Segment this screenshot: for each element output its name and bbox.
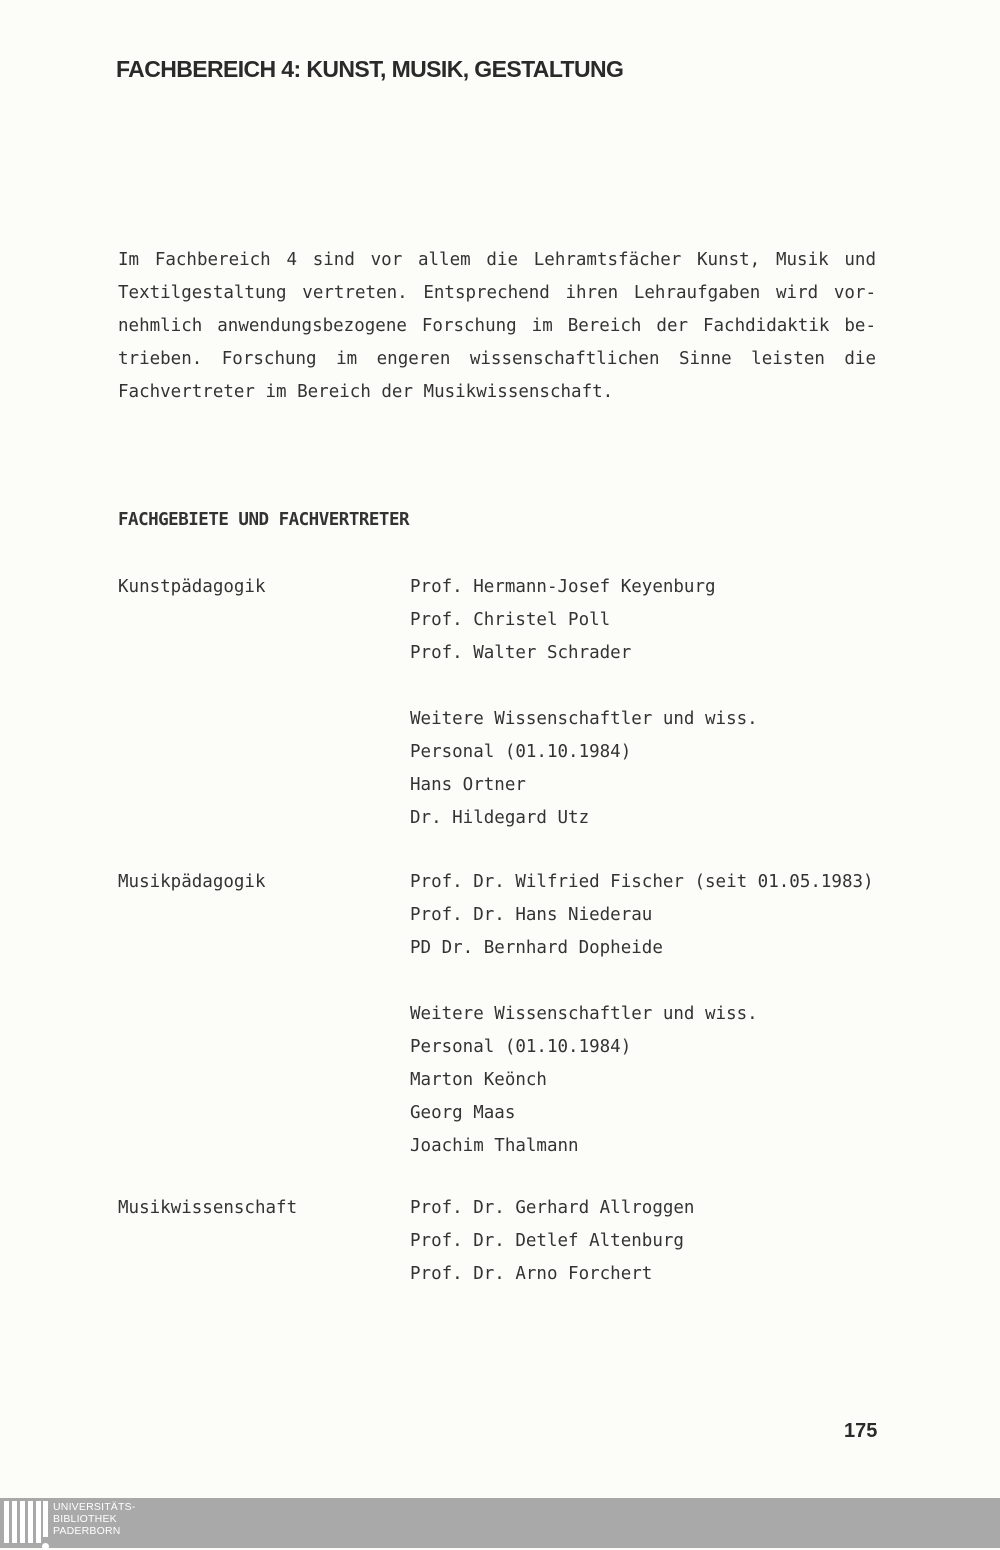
list-item: Prof. Dr. Wilfried Fischer (seit 01.05.1983) <box>410 872 874 892</box>
list-item: Hans Ortner <box>410 775 526 795</box>
list-item: Prof. Dr. Arno Forchert <box>410 1264 653 1284</box>
list-item: Joachim Thalmann <box>410 1136 579 1156</box>
page-number: 175 <box>844 1420 878 1442</box>
list-item: Weitere Wissenschaftler und wiss. <box>410 1004 758 1024</box>
list-item: Prof. Dr. Detlef Altenburg <box>410 1231 684 1251</box>
logo-line: UNIVERSITÄTS- <box>53 1501 136 1513</box>
logo-line: PADERBORN <box>53 1525 121 1537</box>
person-list <box>410 1192 694 1291</box>
section-title: FACHGEBIETE UND FACHVERTRETER <box>118 510 410 530</box>
page-heading: FACHBEREICH 4: KUNST, MUSIK, GESTALTUNG <box>116 56 624 82</box>
intro-line: Textilgestaltung vertreten. Entsprechend ihren Lehraufgaben wird vor- <box>118 283 876 303</box>
logo-line: BIBLIOTHEK <box>53 1513 117 1525</box>
library-logo-text <box>53 1501 136 1537</box>
list-spacer <box>410 670 758 703</box>
list-item: Prof. Hermann-Josef Keyenburg <box>410 577 716 597</box>
intro-line: Fachvertreter im Bereich der Musikwissenschaft. <box>118 382 614 402</box>
intro-paragraph <box>118 244 876 409</box>
intro-line: trieben. Forschung im engeren wissenschaftlichen Sinne leisten die <box>118 349 876 369</box>
library-logo <box>0 1498 160 1548</box>
list-item: Personal (01.10.1984) <box>410 1037 632 1057</box>
list-item: Prof. Walter Schrader <box>410 643 632 663</box>
list-item: PD Dr. Bernhard Dopheide <box>410 938 663 958</box>
list-item: Prof. Christel Poll <box>410 610 611 630</box>
group-label: Kunstpädagogik <box>118 577 266 597</box>
library-barcode-logo-icon <box>4 1501 48 1545</box>
group-label: Musikpädagogik <box>118 872 266 892</box>
list-item: Weitere Wissenschaftler und wiss. <box>410 709 758 729</box>
list-spacer <box>410 965 874 998</box>
group-label: Musikwissenschaft <box>118 1198 298 1218</box>
intro-line: nehmlich anwendungsbezogene Forschung im Bereich der Fachdidaktik be- <box>118 316 876 336</box>
person-list <box>410 866 874 1163</box>
list-item: Prof. Dr. Hans Niederau <box>410 905 653 925</box>
list-item: Dr. Hildegard Utz <box>410 808 590 828</box>
list-item: Personal (01.10.1984) <box>410 742 632 762</box>
person-list <box>410 571 758 835</box>
intro-line: Im Fachbereich 4 sind vor allem die Lehramtsfächer Kunst, Musik und <box>118 250 876 270</box>
list-item: Marton Keönch <box>410 1070 547 1090</box>
list-item: Prof. Dr. Gerhard Allroggen <box>410 1198 695 1218</box>
list-item: Georg Maas <box>410 1103 516 1123</box>
